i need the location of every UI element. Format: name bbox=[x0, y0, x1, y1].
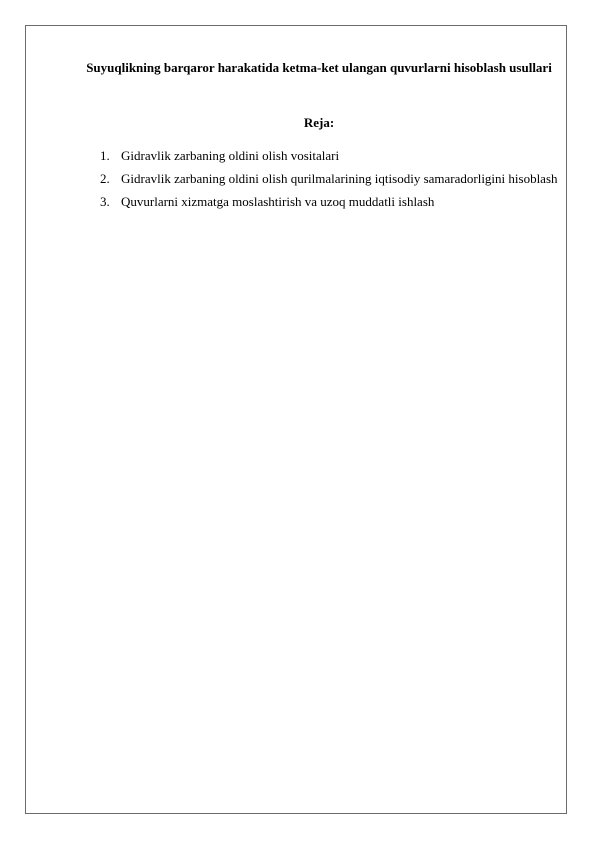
plan-list bbox=[100, 144, 560, 213]
plan-item-text: Gidravlik zarbaning oldini olish vositalari bbox=[121, 148, 340, 163]
plan-item-number: 2. bbox=[100, 171, 110, 186]
plan-item-number: 3. bbox=[100, 194, 110, 209]
document-title: Suyuqlikning barqaror harakatida ketma-ket ulangan quvurlarni hisoblash usullari bbox=[86, 60, 552, 75]
plan-item-text: Quvurlarni xizmatga moslashtirish va uzoq muddatli ishlash bbox=[121, 194, 435, 209]
plan-item-text: Gidravlik zarbaning oldini olish qurilmalarining iqtisodiy samaradorligini hisoblash bbox=[121, 171, 558, 186]
plan-item bbox=[100, 190, 560, 213]
plan-item bbox=[100, 144, 560, 167]
plan-item bbox=[100, 167, 560, 190]
plan-item-number: 1. bbox=[100, 148, 110, 163]
plan-heading: Reja: bbox=[303, 115, 335, 130]
